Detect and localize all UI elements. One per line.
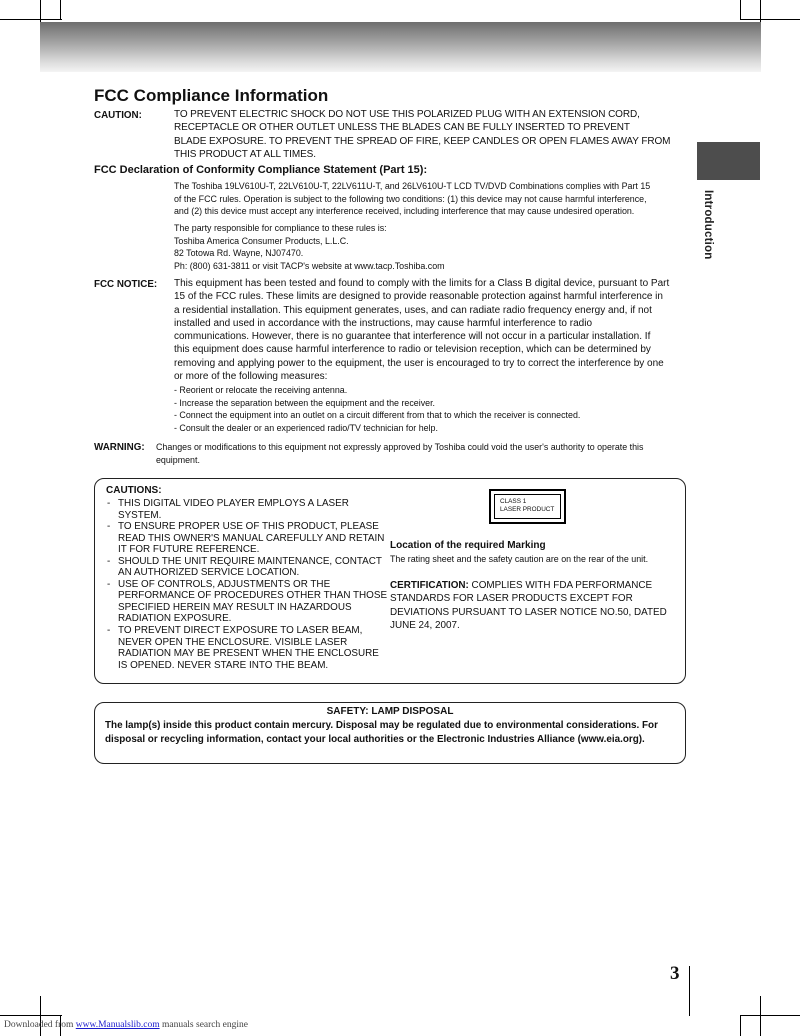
- marking-location-title: Location of the required Marking: [390, 540, 546, 551]
- declaration-heading: FCC Declaration of Conformity Compliance Statement (Part 15):: [94, 164, 428, 176]
- crop-mark: [0, 19, 62, 20]
- warning-text: [156, 441, 691, 466]
- footer-suffix: manuals search engine: [159, 1020, 248, 1030]
- declaration-line: of the FCC rules. Operation is subject to the following two conditions: (1) this device may not cause harmful interference,: [174, 193, 647, 204]
- declaration-line: The Toshiba 19LV610U-T, 22LV610U-T, 22LV611U-T, and 26LV610U-T LCD TV/DVD Combinations complies with Part 15: [174, 181, 651, 191]
- notice-line: or more of the following measures:: [174, 371, 328, 383]
- party-line: The party responsible for compliance to these rules is:: [174, 223, 387, 233]
- caution-item: - THIS DIGITAL VIDEO PLAYER EMPLOYS A LASER SYSTEM.: [105, 498, 390, 521]
- caution-item: - TO PREVENT DIRECT EXPOSURE TO LASER BEAM, NEVER OPEN THE ENCLOSURE. VISIBLE LASER RADIATION MAY BE PRESENT WHEN THE ENCLOSURE IS OPENED. NEVER STARE INTO THE BEAM.: [105, 625, 390, 671]
- fcc-notice-text: [174, 277, 689, 383]
- manualslib-link[interactable]: www.Manualslib.com: [75, 1020, 160, 1030]
- notice-line: installed and used in accordance with the instructions, may cause harmful interference to radio: [174, 317, 593, 329]
- marking-location-text: The rating sheet and the safety caution are on the rear of the unit.: [390, 554, 649, 564]
- lamp-disposal-title: SAFETY: LAMP DISPOSAL: [326, 706, 454, 717]
- header-band: [40, 22, 761, 72]
- crop-mark: [760, 996, 761, 1036]
- caution-line: THIS PRODUCT AT ALL TIMES.: [174, 148, 316, 160]
- notice-line: this equipment does cause harmful interference to radio or television reception, which can be determined by: [174, 344, 651, 356]
- caution-line: BLADE EXPOSURE. TO PREVENT THE SPREAD OF FIRE, KEEP CANDLES OR OPEN FLAMES AWAY FROM: [174, 135, 671, 147]
- crop-mark: [40, 996, 41, 1036]
- laser-class-label: [489, 489, 566, 524]
- caution-line: RECEPTACLE OR OTHER OUTLET UNLESS THE BLADES CAN BE FULLY INSERTED TO PREVENT: [174, 122, 630, 134]
- warning-label: WARNING:: [94, 442, 145, 453]
- cautions-title: CAUTIONS:: [106, 485, 162, 496]
- caution-item: - USE OF CONTROLS, ADJUSTMENTS OR THE PERFORMANCE OF PROCEDURES OTHER THAN THOSE SPECIFIED HEREIN MAY RESULT IN HAZARDOUS RADIATION EXPOSURE.: [105, 579, 390, 625]
- party-line: 82 Totowa Rd. Wayne, NJ07470.: [174, 248, 304, 258]
- download-footer: [4, 1020, 248, 1030]
- notice-line: a residential installation. This equipment generates, uses, and can radiate radio frequency energy and, if not: [174, 304, 652, 316]
- crop-mark: [60, 0, 61, 20]
- party-line: Ph: (800) 631-3811 or visit TACP's website at www.tacp.Toshiba.com: [174, 260, 445, 271]
- crop-mark: [740, 0, 741, 20]
- crop-mark: [0, 1015, 62, 1016]
- crop-mark: [740, 1015, 800, 1016]
- caution-line: TO PREVENT ELECTRIC SHOCK DO NOT USE THIS POLARIZED PLUG WITH AN EXTENSION CORD,: [174, 109, 640, 120]
- page-number-rule: [689, 966, 690, 1016]
- cautions-box: [94, 478, 686, 684]
- crop-mark: [740, 19, 800, 20]
- section-tab: [697, 142, 760, 180]
- certification-text: [390, 579, 680, 632]
- footer-prefix: Downloaded from: [4, 1020, 76, 1030]
- page-title: FCC Compliance Information: [94, 86, 329, 105]
- lamp-disposal-text: The lamp(s) inside this product contain mercury. Disposal may be regulated due to environmental considerations. For disposal or recycling information, contact your local authorities or the Electronic Industries Alliance (www.eia.org).: [105, 720, 658, 746]
- notice-line: removing and applying power to the equipment, the user is encouraged to try to correct the interference by one: [174, 357, 664, 369]
- laser-label-line: CLASS 1: [500, 498, 527, 505]
- crop-mark: [740, 1015, 741, 1036]
- party-line: Toshiba America Consumer Products, L.L.C.: [174, 235, 349, 246]
- responsible-party: [174, 222, 689, 272]
- section-label: Introduction: [702, 190, 714, 260]
- caution-label: CAUTION:: [94, 110, 142, 121]
- declaration-text: [174, 180, 689, 218]
- laser-label-line: LASER PRODUCT: [500, 506, 555, 513]
- declaration-line: and (2) this device must accept any interference received, including interference that may cause undesired operation.: [174, 206, 635, 216]
- warning-line: Changes or modifications to this equipment not expressly approved by Toshiba could void the user's authority to operate this: [156, 442, 644, 452]
- interference-measures: [174, 384, 689, 434]
- measure-item: - Reorient or relocate the receiving antenna.: [174, 384, 689, 397]
- measure-item: - Connect the equipment into an outlet on a circuit different from that to which the receiver is connected.: [174, 409, 689, 422]
- measure-item: - Increase the separation between the equipment and the receiver.: [174, 397, 689, 410]
- page-number: 3: [670, 963, 680, 984]
- notice-line: communications. However, there is no guarantee that interference will not occur in a particular installation. If: [174, 331, 651, 343]
- certification-body: COMPLIES WITH FDA PERFORMANCE STANDARDS FOR LASER PRODUCTS EXCEPT FOR DEVIATIONS PURSUANT TO LASER NOTICE NO.50, DATED JUNE 24, 2007.: [390, 580, 667, 631]
- notice-line: This equipment has been tested and found to comply with the limits for a Class B digital device, pursuant to Part: [174, 278, 670, 289]
- measure-item: - Consult the dealer or an experienced radio/TV technician for help.: [174, 422, 689, 435]
- certification-label: CERTIFICATION:: [390, 580, 469, 591]
- caution-item: - TO ENSURE PROPER USE OF THIS PRODUCT, PLEASE READ THIS OWNER'S MANUAL CAREFULLY AND RETAIN IT FOR FUTURE REFERENCE.: [105, 521, 390, 556]
- laser-label-inner: [494, 494, 561, 519]
- lamp-disposal-box: [94, 702, 686, 764]
- caution-item: - SHOULD THE UNIT REQUIRE MAINTENANCE, CONTACT AN AUTHORIZED SERVICE LOCATION.: [105, 556, 390, 579]
- caution-text: [174, 108, 689, 161]
- cautions-list: [105, 498, 390, 671]
- fcc-notice-label: FCC NOTICE:: [94, 279, 158, 290]
- warning-line: equipment.: [156, 454, 200, 465]
- notice-line: 15 of the FCC rules. These limits are designed to provide reasonable protection against harmful interference in: [174, 291, 663, 303]
